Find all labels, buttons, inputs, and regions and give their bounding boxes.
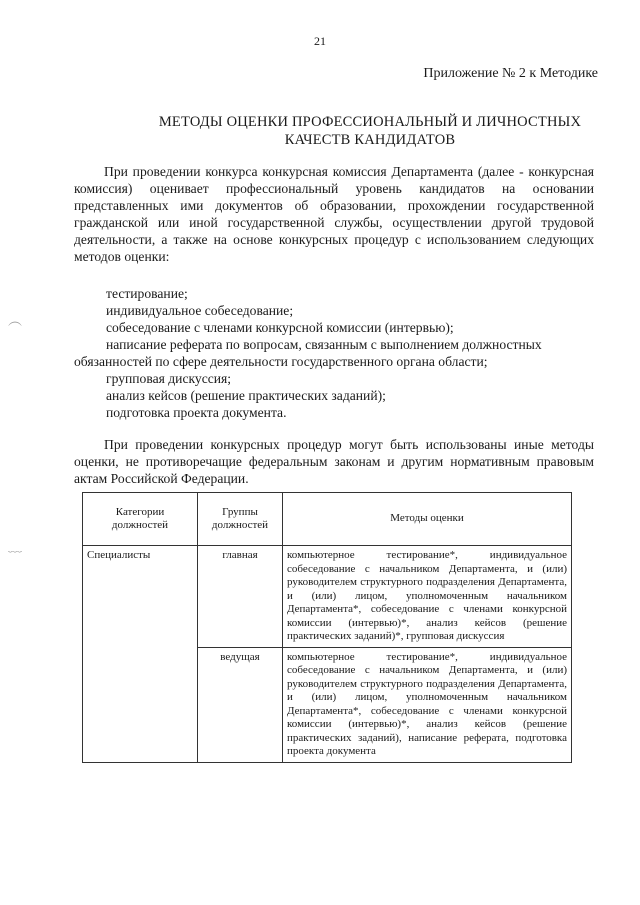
title-line-1: МЕТОДЫ ОЦЕНКИ ПРОФЕССИОНАЛЬНЫЙ И ЛИЧНОСТНЫХ	[158, 114, 582, 130]
category-cell: Специалисты	[83, 546, 198, 763]
group-cell: ведущая	[198, 647, 283, 762]
title-line-2: КАЧЕСТВ КАНДИДАТОВ	[284, 132, 456, 148]
method-item: написание реферата по вопросам, связанным с выполнением должностных обязанностей по сфере деятельности государственного органа области;	[74, 337, 542, 369]
assessment-methods-table	[82, 492, 572, 763]
second-paragraph: При проведении конкурсных процедур могут быть использованы иные методы оценки, не противоречащие федеральным законам и другим нормативным правовым актам Российской Федерации.	[74, 437, 594, 486]
header-category: Категории должностей	[83, 493, 198, 546]
method-item: групповая дискуссия;	[106, 371, 232, 386]
methods-list	[74, 285, 594, 421]
group-cell: главная	[198, 546, 283, 648]
scan-mark: ﹋	[8, 552, 22, 567]
methods-cell: компьютерное тестирование*, индивидуальное собеседование с начальником Департамента, и (или) руководителем структурного подразделения Департамента, и (или) лицом, уполномоченным начальником Департамента*, собеседование с членами конкурсной комиссии (интервью)*, анализ кейсов (решение практических заданий), написание реферата, подготовка проекта документа	[283, 647, 572, 762]
methods-cell: компьютерное тестирование*, индивидуальное собеседование с начальником Департамента, и (или) руководителем структурного подразделения Департамента, и (или) лицом, уполномоченным начальником Департамента*, собеседование с членами конкурсной комиссии (интервью)*, анализ кейсов (решение практических заданий)*, групповая дискуссия	[283, 546, 572, 648]
header-methods: Методы оценки	[283, 493, 572, 546]
method-item: анализ кейсов (решение практических заданий);	[106, 388, 386, 403]
table-header-row	[83, 493, 572, 546]
header-group: Группы должностей	[198, 493, 283, 546]
intro-paragraph: При проведении конкурса конкурсная комиссия Департамента (далее - конкурсная комиссия) оценивает профессиональный уровень кандидатов на основании представленных ими документов об образовании, прохождении государственной гражданской или иной государственной службы, осуществлении другой трудовой деятельности, а также на основе конкурсных процедур с использованием следующих методов оценки:	[74, 164, 594, 264]
scan-mark: ︵	[8, 314, 22, 329]
method-item: собеседование с членами конкурсной комиссии (интервью);	[106, 320, 454, 335]
page-number: 21	[314, 34, 326, 48]
method-item: подготовка проекта документа.	[106, 405, 287, 420]
method-item: тестирование;	[106, 286, 188, 301]
method-item: индивидуальное собеседование;	[106, 303, 294, 318]
document-title	[120, 113, 620, 149]
appendix-label: Приложение № 2 к Методике	[423, 66, 598, 81]
table-row	[83, 546, 572, 648]
